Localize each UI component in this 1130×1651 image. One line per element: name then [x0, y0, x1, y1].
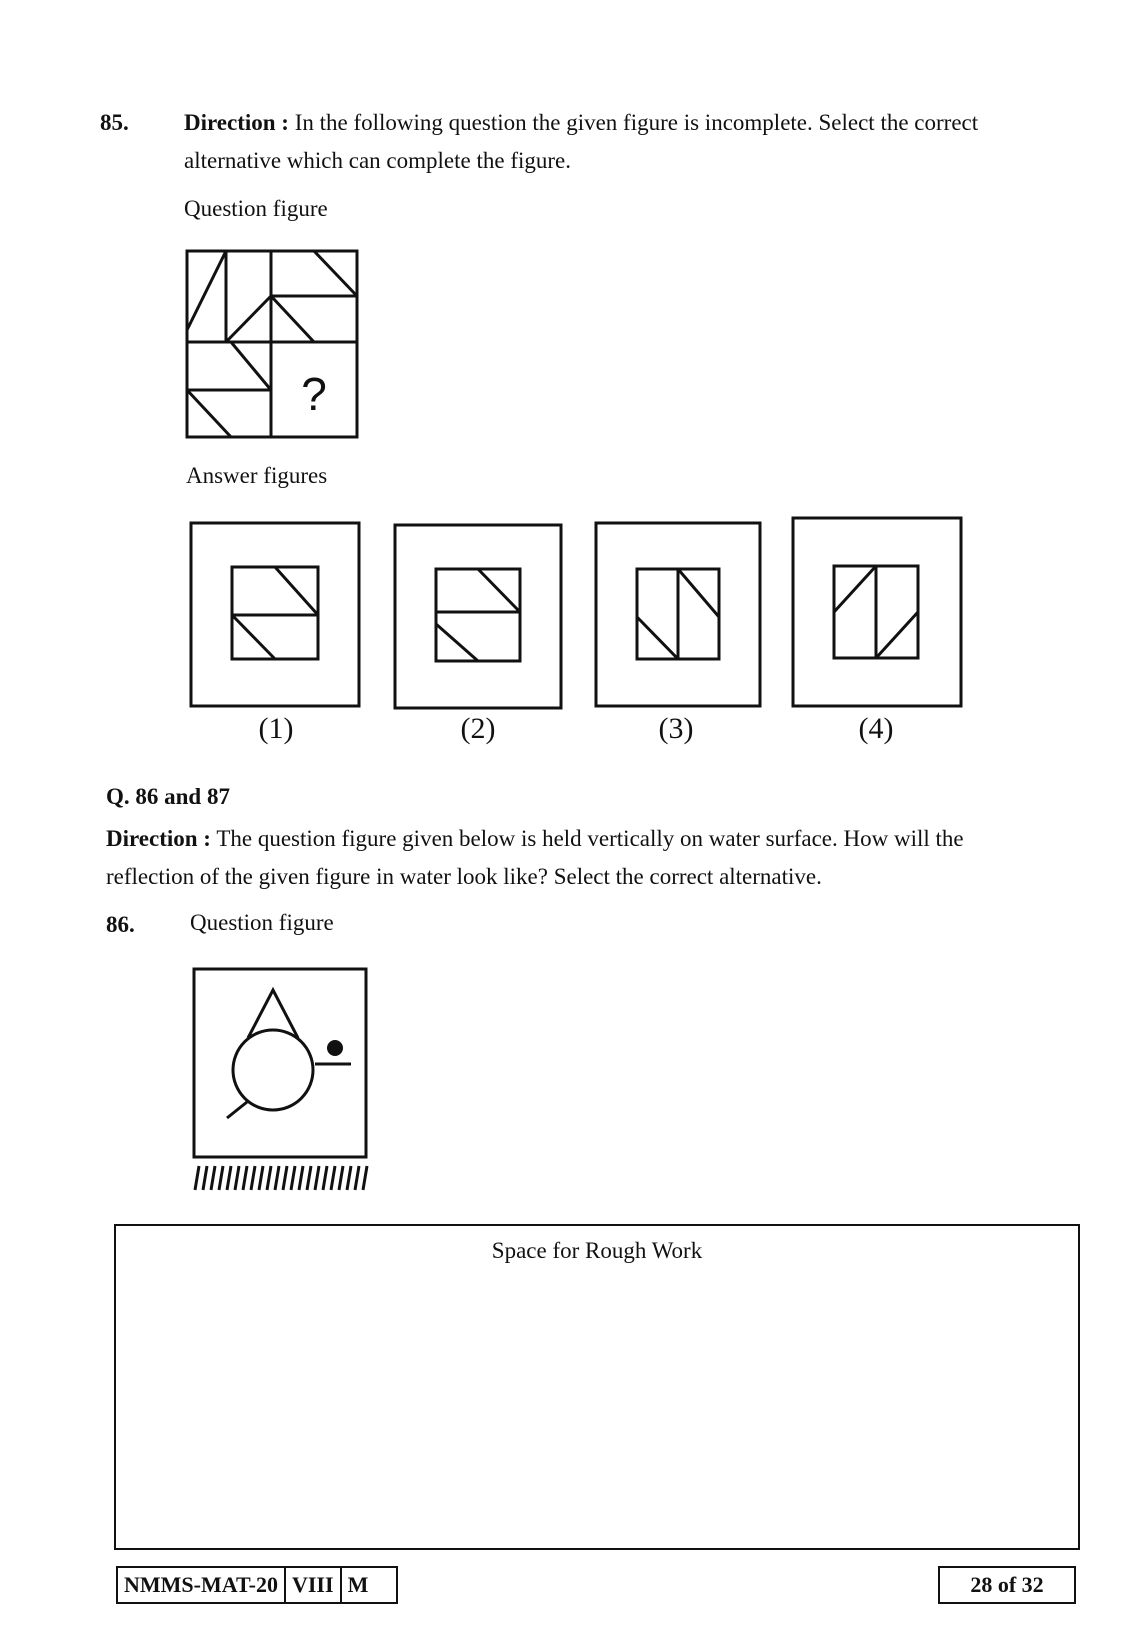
outer-frame — [395, 525, 561, 708]
left-diagonal — [834, 566, 876, 612]
right-diagonal — [876, 612, 918, 658]
question-number-85: 85. — [100, 110, 129, 135]
inner-square — [436, 569, 520, 661]
option-label-2: (2) — [460, 712, 496, 745]
right-diagonal — [678, 569, 719, 617]
answer-figures-label: Answer figures — [186, 463, 328, 488]
q86-question-figure — [193, 968, 369, 1198]
bl-lower-diagonal — [187, 390, 231, 437]
tl-lower-diagonal — [226, 296, 271, 342]
answer-figure-1[interactable] — [190, 522, 360, 707]
circle — [233, 1030, 313, 1110]
q85-direction — [184, 104, 1084, 142]
upper-diagonal — [478, 569, 520, 612]
rough-work-title: Space for Rough Work — [491, 1238, 703, 1263]
tl-diagonal — [187, 251, 226, 330]
footer-class: VIII — [284, 1568, 340, 1602]
inner-square — [232, 567, 318, 659]
left-diagonal — [637, 617, 678, 659]
q86-question-figure-label: Question figure — [190, 910, 334, 935]
tr-upper-diagonal — [314, 251, 357, 296]
direction-text-line1: In the following question the given figure is incomplete. Select the correct — [294, 110, 979, 135]
option-label-3: (3) — [658, 712, 694, 745]
upper-diagonal — [275, 567, 318, 615]
rough-work-box — [114, 1224, 1080, 1550]
answer-figure-2[interactable] — [394, 524, 562, 709]
footer-code-box — [116, 1566, 398, 1604]
option-label-1: (1) — [258, 712, 294, 745]
footer-set: M — [340, 1568, 396, 1602]
q86-87-heading: Q. 86 and 87 — [106, 784, 230, 809]
footer-exam-code: NMMS-MAT-20 — [124, 1572, 278, 1597]
footer-page-number: 28 of 32 — [970, 1572, 1044, 1597]
bl-upper-diagonal — [231, 342, 271, 390]
question-figure-label: Question figure — [184, 196, 328, 221]
direction-label: Direction : — [184, 110, 289, 135]
answer-figure-4[interactable] — [792, 517, 962, 707]
q86-87-direction — [106, 820, 1096, 858]
lower-diagonal — [232, 615, 275, 659]
answer-figure-3[interactable] — [595, 522, 761, 707]
direction-text-line2: reflection of the given figure in water look like? Select the correct alternative. — [106, 864, 822, 889]
question-number-86: 86. — [106, 912, 135, 937]
water-hatching — [195, 1166, 367, 1190]
lower-diagonal — [436, 624, 478, 661]
direction-text-line1: The question figure given below is held vertically on water surface. How will the — [216, 826, 964, 851]
option-label-4: (4) — [858, 712, 894, 745]
direction-label: Direction : — [106, 826, 211, 851]
direction-text-line2: alternative which can complete the figure. — [184, 148, 571, 173]
dot — [327, 1040, 343, 1056]
left-stub-line — [227, 1102, 247, 1118]
q85-question-figure — [186, 250, 358, 440]
footer-page-box — [938, 1566, 1076, 1604]
question-mark: ? — [301, 368, 327, 420]
tr-lower-diagonal — [271, 296, 314, 342]
